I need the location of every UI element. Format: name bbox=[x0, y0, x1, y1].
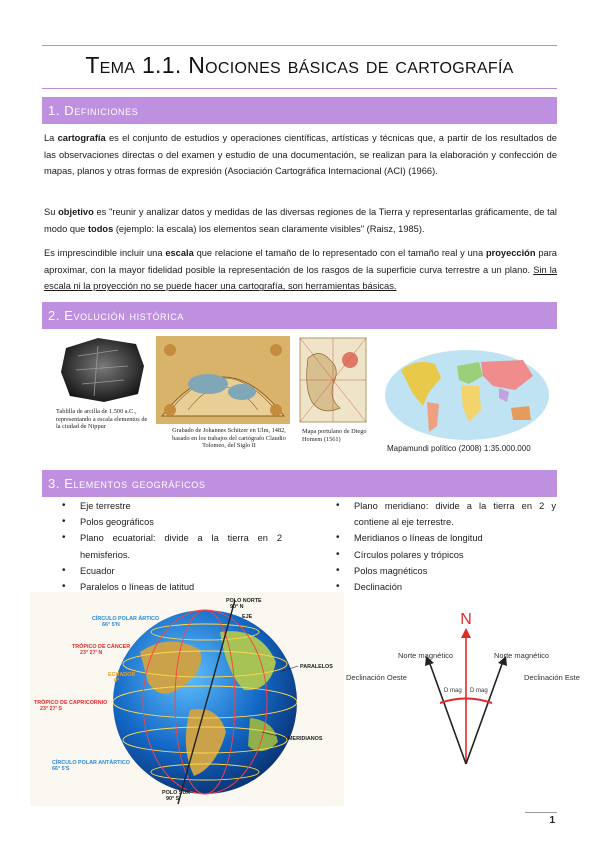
term-escala: escala bbox=[165, 248, 194, 258]
label-norte-magnetico-right: Norte magnético bbox=[494, 651, 550, 660]
paragraph-escala: Es imprescindible incluir una escala que relacione el tamaño de lo representado con el tamaño real y una proyección para aproximar, con la mayor fidelidad posible la representación de los rasgos de la superficie curva terrestre a un plano. Sin la escala ni la proyección no se puede hacer una cartografía, son herramientas básicas. bbox=[44, 248, 557, 292]
label-ecuador: ECUADOR bbox=[108, 672, 136, 678]
label-circulo-antartico: CÍRCULO POLAR ANTÁRTICO bbox=[52, 760, 130, 766]
world-political-map-image bbox=[383, 348, 551, 442]
paragraph-objetivo: Su objetivo es "reunir y analizar datos y medidas de las diversas regiones de la Tierra y representarlas gráficamente, de tal modo que todos (ejemplo: la escala) los elementos sean claramente visibles" (Raisz, 1985). bbox=[44, 207, 557, 234]
section-header-elementos: 3. Elementos geográficos bbox=[42, 470, 557, 497]
section-header-evolucion: 2. Evolución histórica bbox=[42, 302, 557, 329]
title-prefix: Tema 1.1. bbox=[85, 52, 182, 78]
label-paralelos: PARALELOS bbox=[300, 664, 333, 670]
title-rule-top bbox=[42, 45, 557, 46]
svg-text:66° 5'N: 66° 5'N bbox=[102, 622, 120, 628]
list-item: • Ecuador bbox=[50, 563, 282, 579]
declination-diagram bbox=[346, 600, 580, 770]
list-item: • Paralelos o líneas de latitud bbox=[50, 579, 282, 595]
svg-text:23° 27' S: 23° 27' S bbox=[40, 706, 63, 712]
list-item: • Eje terrestre bbox=[50, 498, 282, 514]
title-rule-bottom bbox=[42, 88, 557, 89]
label-circulo-artico: CÍRCULO POLAR ÁRTICO bbox=[92, 616, 160, 622]
svg-text:23° 27' N: 23° 27' N bbox=[80, 650, 103, 656]
paragraph-cartografia: La cartografía es el conjunto de estudios y operaciones científicas, artísticas y técnicas que, a partir de los resultados de las observaciones directas o del examen y estudio de una documentación, se realizan para la elaboración y confección de mapas, planos y otras formas de expresión (Asociación Cartográfica Internacional (ACI) (1966). bbox=[44, 133, 557, 177]
term-cartografia: cartografía bbox=[57, 133, 106, 143]
caption-portulano: Mapa portulano de Diego Homem (1561) bbox=[302, 428, 367, 443]
globe-diagram bbox=[30, 592, 344, 806]
label-polo-norte: POLO NORTE bbox=[226, 598, 262, 604]
page-title bbox=[0, 52, 599, 79]
list-item: • Plano ecuatorial: divide a la tierra en 2 hemisferios. bbox=[50, 530, 282, 562]
svg-text:66° 5'S: 66° 5'S bbox=[52, 766, 70, 772]
list-item: • Círculos polares y trópicos bbox=[324, 547, 556, 563]
list-item: • Plano meridiano: divide a la tierra en 2 y contiene al eje terrestre. bbox=[324, 498, 556, 530]
svg-text:90° S: 90° S bbox=[166, 796, 180, 802]
page-number-rule bbox=[525, 812, 557, 813]
clay-tablet-image bbox=[58, 336, 148, 404]
history-image-row bbox=[42, 336, 557, 460]
bullet-list-left bbox=[50, 498, 282, 595]
label-dmag-left: D mag bbox=[444, 688, 462, 694]
svg-text:0°: 0° bbox=[114, 678, 120, 684]
label-norte-magnetico-left: Norte magnético bbox=[398, 651, 454, 660]
term-proyeccion: proyección bbox=[485, 248, 536, 258]
list-item: • Polos geográficos bbox=[50, 514, 282, 530]
label-tropico-cancer: TRÓPICO DE CÁNCER bbox=[72, 644, 131, 650]
label-dmag-right: D mag bbox=[470, 688, 488, 694]
label-tropico-capricornio: TRÓPICO DE CAPRICORNIO bbox=[34, 700, 108, 706]
caption-tablilla: Tablilla de arcilla de 1.500 a.C., representando a escala elementos de la ciudad de Nippur bbox=[56, 408, 148, 431]
list-item: • Polos magnéticos bbox=[324, 563, 556, 579]
bullet-list-right bbox=[324, 498, 556, 595]
list-item: • Declinación bbox=[324, 579, 556, 595]
label-declinacion-este: Declinación Este bbox=[524, 673, 580, 682]
portulano-map-image bbox=[300, 338, 366, 422]
ptolemy-map-image bbox=[156, 336, 290, 424]
title-main: Nociones básicas de cartografía bbox=[188, 52, 514, 78]
label-meridianos: MERIDIANOS bbox=[288, 736, 323, 742]
caption-grabado: Grabado de Johannes Schitzer en Ulm, 1482, basado en los trabajos del cartógrafo Claudio Tolomeo, del Siglo II bbox=[172, 427, 286, 450]
list-item: • Meridianos o líneas de longitud bbox=[324, 530, 556, 546]
section-header-definiciones: 1. Definiciones bbox=[42, 97, 557, 124]
label-north: N bbox=[460, 611, 472, 628]
label-polo-sur: POLO SUR bbox=[162, 790, 191, 796]
page-number: 1 bbox=[549, 815, 555, 826]
underlined-statement: Sin la escala ni la proyección no se puede hacer una cartografía, son herramientas básicas. bbox=[44, 264, 557, 292]
caption-mapamundi: Mapamundi político (2008) 1:35.000.000 bbox=[387, 444, 531, 453]
svg-text:90° N: 90° N bbox=[230, 604, 244, 610]
term-objetivo: objetivo bbox=[58, 207, 94, 217]
label-declinacion-oeste: Declinación Oeste bbox=[346, 673, 407, 682]
label-eje: EJE bbox=[242, 614, 253, 620]
